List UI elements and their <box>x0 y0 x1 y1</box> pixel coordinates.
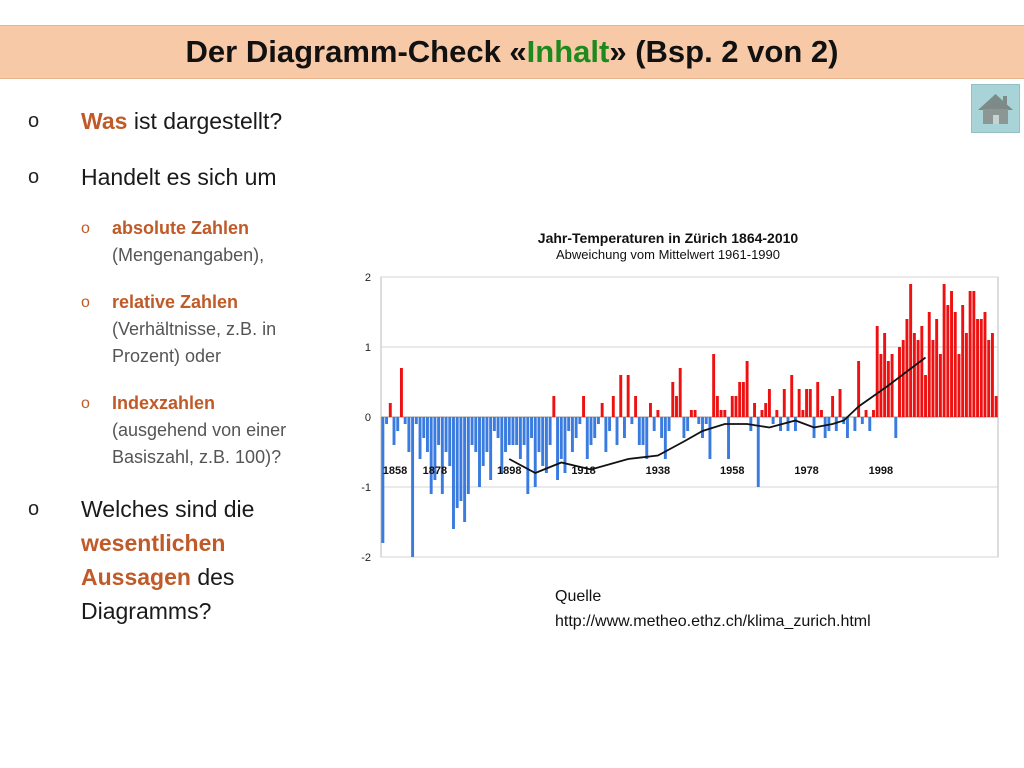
source-url[interactable]: http://www.metheo.ethz.ch/klima_zurich.html <box>555 613 871 630</box>
bar <box>872 410 875 417</box>
bar <box>868 417 871 431</box>
bar <box>456 417 459 508</box>
title-highlight: Inhalt <box>526 34 610 69</box>
bar <box>519 417 522 459</box>
bar <box>549 417 552 445</box>
chart-canvas <box>333 210 1023 580</box>
source-label: Quelle <box>555 588 602 605</box>
bar <box>597 417 600 424</box>
bar <box>511 417 514 445</box>
x-tick-label: 1998 <box>868 465 894 477</box>
bar <box>653 417 656 431</box>
q1-text: ist dargestellt? <box>127 108 283 134</box>
y-tick-label: 1 <box>364 342 371 354</box>
bar <box>649 403 652 417</box>
bullet-marker: o <box>81 395 90 412</box>
sub2-text: (Verhältnisse, z.B. in Prozent) oder <box>112 319 277 366</box>
bar <box>474 417 477 452</box>
sub1-accent: absolute Zahlen <box>112 218 250 238</box>
bar <box>445 417 448 452</box>
bar <box>712 354 715 417</box>
x-tick-label: 1978 <box>794 465 819 477</box>
sub2-accent: relative Zahlen <box>112 292 239 312</box>
y-tick-label: -1 <box>361 482 371 494</box>
bar <box>805 389 808 417</box>
bar <box>690 410 693 417</box>
bullet-marker: o <box>28 166 40 188</box>
bar <box>879 354 882 417</box>
bar <box>586 417 589 459</box>
bar <box>950 291 953 417</box>
bar <box>943 284 946 417</box>
bar <box>913 333 916 417</box>
bar <box>861 417 864 424</box>
bar <box>407 417 410 452</box>
bar <box>909 284 912 417</box>
bar <box>853 417 856 431</box>
bar <box>630 417 633 424</box>
bar <box>385 417 388 424</box>
bar <box>746 361 749 417</box>
bar <box>459 417 462 501</box>
bar <box>523 417 526 445</box>
bar <box>775 410 778 417</box>
bar <box>545 417 548 473</box>
bar <box>809 389 812 417</box>
bar <box>415 417 418 424</box>
chart-title: Jahr-Temperaturen in Zürich 1864-2010 <box>537 230 799 246</box>
bar <box>623 417 626 438</box>
bar <box>660 417 663 438</box>
bar <box>541 417 544 466</box>
bar <box>482 417 485 466</box>
bar <box>742 382 745 417</box>
home-button[interactable] <box>971 84 1020 133</box>
y-tick-label: -2 <box>361 552 371 564</box>
bar <box>504 417 507 452</box>
x-tick-label: 1918 <box>571 465 596 477</box>
bar <box>530 417 533 438</box>
bar <box>452 417 455 529</box>
bar <box>411 417 414 557</box>
q1-accent: Was <box>81 108 128 134</box>
bar <box>467 417 470 494</box>
bar <box>441 417 444 494</box>
bar <box>824 417 827 438</box>
bar <box>917 340 920 417</box>
bar <box>701 417 704 438</box>
bar <box>980 319 983 417</box>
bar <box>645 417 648 459</box>
sub1-text: (Mengenangaben), <box>112 245 265 265</box>
bar <box>720 410 723 417</box>
q3-text-b: des Diagramms? <box>81 564 235 624</box>
bar <box>497 417 500 438</box>
bar <box>419 417 422 459</box>
bar <box>783 389 786 417</box>
bar <box>601 403 604 417</box>
bar <box>534 417 537 487</box>
bar <box>761 410 764 417</box>
bar <box>697 417 700 424</box>
sub3-accent: Indexzahlen <box>112 393 216 413</box>
y-tick-label: 0 <box>364 412 371 424</box>
bar <box>816 382 819 417</box>
source-note <box>555 584 871 634</box>
bar <box>905 319 908 417</box>
bar <box>954 312 957 417</box>
title-prefix: Der Diagramm-Check « <box>185 34 527 69</box>
bar <box>426 417 429 452</box>
bar <box>508 417 511 445</box>
chart-subtitle: Abweichung vom Mittelwert 1961-1990 <box>555 247 781 262</box>
title-suffix: » (Bsp. 2 von 2) <box>609 34 839 69</box>
x-tick-label: 1958 <box>720 465 745 477</box>
bar <box>619 375 622 417</box>
bullet-marker: o <box>81 220 90 237</box>
bar <box>556 417 559 480</box>
bar <box>575 417 578 438</box>
bar <box>552 396 555 417</box>
bar <box>668 417 671 431</box>
bar <box>381 417 384 543</box>
bar <box>798 389 801 417</box>
bar <box>638 417 641 445</box>
bar <box>846 417 849 438</box>
x-tick-label: 1898 <box>496 465 522 477</box>
bar <box>991 333 994 417</box>
bar <box>393 417 396 445</box>
bar <box>772 417 775 424</box>
bar <box>564 417 567 473</box>
bar <box>567 417 570 431</box>
bullet-marker: o <box>28 498 40 520</box>
bar <box>723 410 726 417</box>
bar <box>478 417 481 487</box>
x-tick-label: 1858 <box>382 465 408 477</box>
bar <box>757 417 760 487</box>
bar <box>946 305 949 417</box>
bar <box>582 396 585 417</box>
bar <box>920 326 923 417</box>
bar <box>656 410 659 417</box>
bar <box>738 382 741 417</box>
bar <box>987 340 990 417</box>
bar <box>801 410 804 417</box>
bar <box>675 396 678 417</box>
bar <box>686 417 689 431</box>
bar <box>976 319 979 417</box>
q2-text: Handelt es sich um <box>81 164 277 190</box>
bar <box>898 347 901 417</box>
bar <box>593 417 596 438</box>
bar <box>634 396 637 417</box>
bar <box>935 319 938 417</box>
bar <box>891 354 894 417</box>
bar <box>883 333 886 417</box>
bar <box>969 291 972 417</box>
bar <box>493 417 496 431</box>
bar <box>753 403 756 417</box>
bar <box>708 417 711 459</box>
x-tick-label: 1938 <box>645 465 671 477</box>
bar <box>865 410 868 417</box>
bar <box>764 403 767 417</box>
bar <box>642 417 645 445</box>
bar <box>612 396 615 417</box>
bar <box>437 417 440 445</box>
bar <box>616 417 619 445</box>
bar <box>608 417 611 431</box>
bar <box>694 410 697 417</box>
bar <box>787 417 790 431</box>
bar <box>485 417 488 452</box>
bar <box>489 417 492 480</box>
bar <box>571 417 574 452</box>
bar <box>604 417 607 452</box>
bar <box>958 354 961 417</box>
bar <box>984 312 987 417</box>
bar <box>794 417 797 431</box>
bar <box>671 382 674 417</box>
bar <box>627 375 630 417</box>
bar <box>389 403 392 417</box>
bar <box>404 417 407 424</box>
x-tick-label: 1878 <box>422 465 448 477</box>
bar <box>526 417 529 494</box>
bar <box>902 340 905 417</box>
bar <box>538 417 541 452</box>
bar <box>924 375 927 417</box>
bar <box>560 417 563 459</box>
bar <box>422 417 425 438</box>
bar <box>705 417 708 424</box>
bar <box>887 361 890 417</box>
temperature-chart <box>333 210 1023 580</box>
bar <box>831 396 834 417</box>
bar <box>463 417 466 522</box>
bar <box>515 417 518 445</box>
bar <box>679 368 682 417</box>
q3-accent: wesentlichen Aussagen <box>81 530 226 590</box>
bar <box>965 333 968 417</box>
bar <box>939 354 942 417</box>
bar <box>932 340 935 417</box>
bar <box>396 417 399 431</box>
slide-title <box>0 25 1024 79</box>
bar <box>928 312 931 417</box>
bar <box>995 396 998 417</box>
bar <box>894 417 897 438</box>
bar <box>972 291 975 417</box>
bar <box>790 375 793 417</box>
bar <box>578 417 581 424</box>
bullet-marker: o <box>81 294 90 311</box>
bullet-marker: o <box>28 110 40 132</box>
bar <box>731 396 734 417</box>
bar <box>471 417 474 445</box>
bar <box>961 305 964 417</box>
bar <box>682 417 685 438</box>
bar <box>716 396 719 417</box>
bar <box>839 389 842 417</box>
y-tick-label: 2 <box>364 272 371 284</box>
bar <box>820 410 823 417</box>
bar <box>400 368 403 417</box>
bar <box>735 396 738 417</box>
bar <box>876 326 879 417</box>
bar <box>768 389 771 417</box>
q3-text-a: Welches sind die <box>81 496 255 522</box>
bar <box>430 417 433 494</box>
bar <box>590 417 593 445</box>
home-icon <box>972 85 1019 132</box>
bar <box>448 417 451 466</box>
sub3-text: (ausgehend von einer Basiszahl, z.B. 100)? <box>112 420 287 467</box>
